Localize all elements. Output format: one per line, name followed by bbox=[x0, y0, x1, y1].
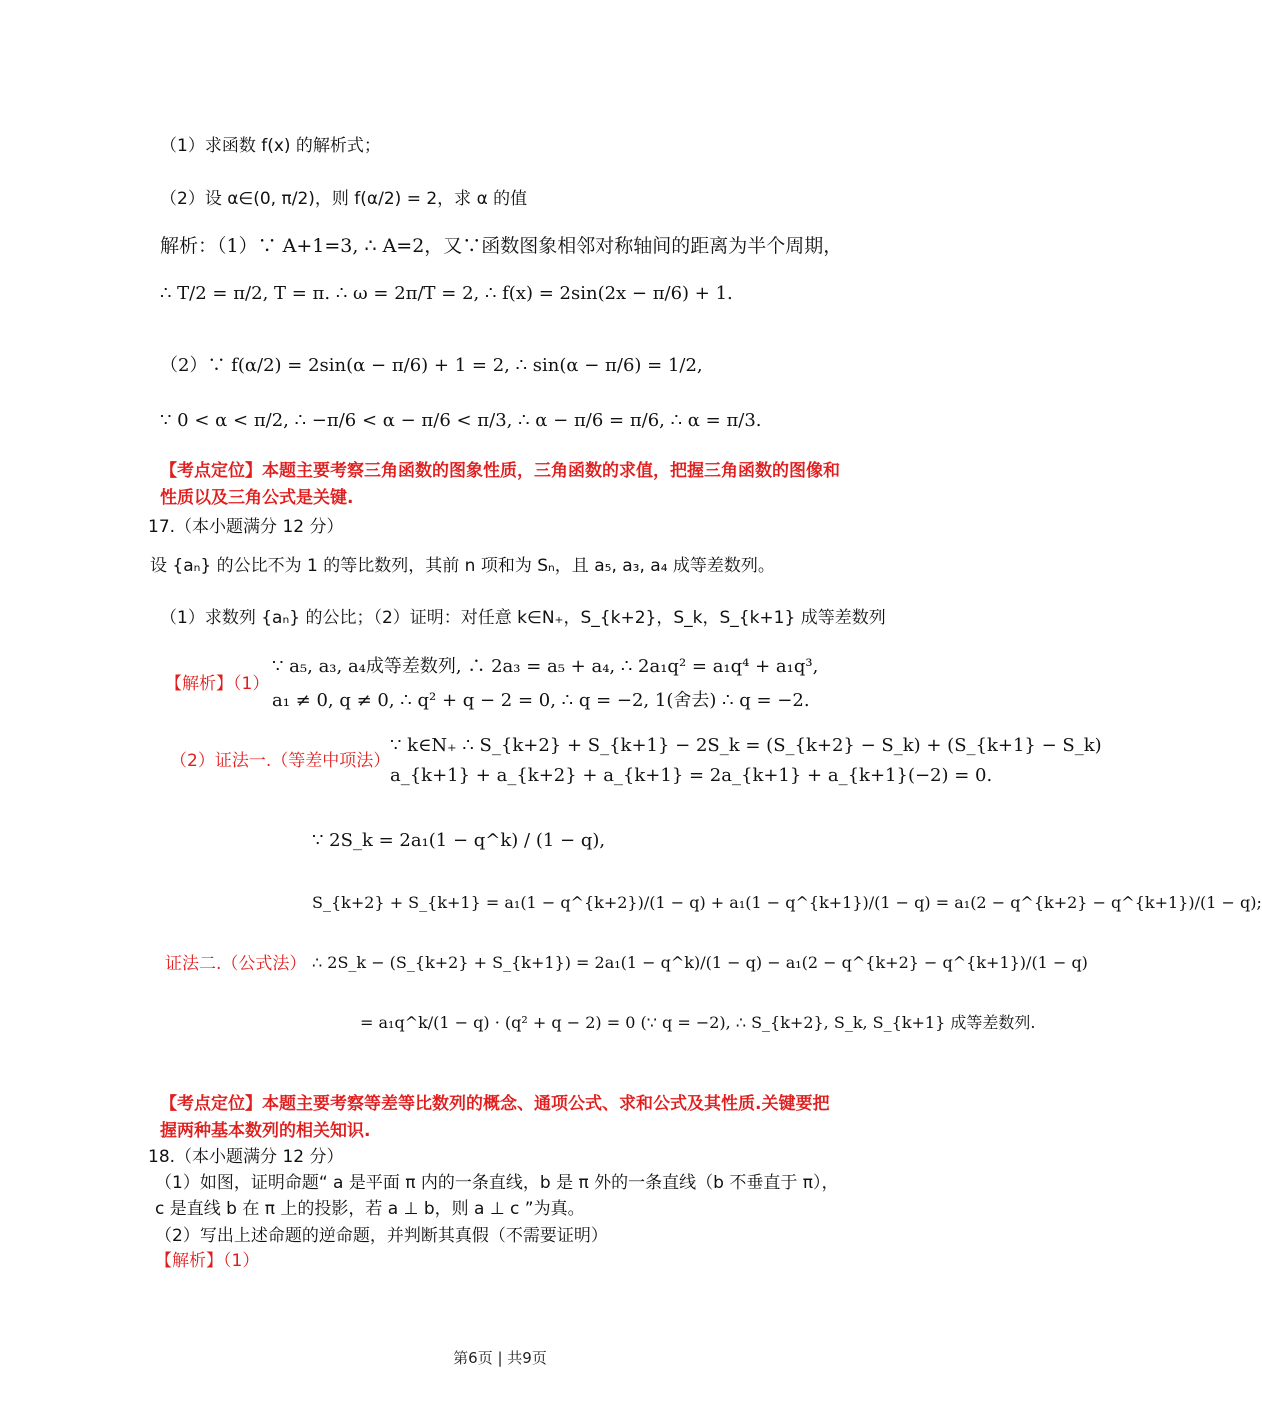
key-point-1a: 【考点定位】本题主要考察三角函数的图象性质，三角函数的求值，把握三角函数的图像和 bbox=[160, 461, 840, 481]
question-part-2: （2）设 α∈(0, π/2)，则 f(α/2) = 2，求 α 的值 bbox=[160, 189, 528, 209]
proof-line-3: ∵ 2S_k = 2a₁(1 − q^k) / (1 − q), bbox=[312, 830, 606, 851]
proof-method-1-label: （2）证法一.（等差中项法） bbox=[170, 751, 391, 771]
solution-line-3: （2）∵ f(α/2) = 2sin(α − π/6) + 1 = 2, ∴ sin(α − π/6) = 1/2, bbox=[160, 355, 703, 376]
proof-method-2-label: 证法二.（公式法） bbox=[165, 954, 307, 974]
question-18-header: 18.（本小题满分 12 分） bbox=[148, 1147, 344, 1167]
proof-2-line-1: ∴ 2S_k − (S_{k+2} + S_{k+1}) = 2a₁(1 − q^k)/(1 − q) − a₁(2 − q^{k+2} − q^{k+1})/(1 − q) bbox=[312, 953, 1088, 972]
question-18-part-1a: （1）如图，证明命题“ a 是平面 π 内的一条直线，b 是 π 外的一条直线（b 不垂直于 π）， bbox=[155, 1173, 839, 1193]
key-point-2b: 握两种基本数列的相关知识. bbox=[160, 1121, 371, 1141]
key-point-1b: 性质以及三角公式是关键. bbox=[160, 488, 354, 508]
key-point-2a: 【考点定位】本题主要考察等差等比数列的概念、通项公式、求和公式及其性质.关键要把 bbox=[160, 1094, 830, 1114]
solution-line-1: 解析：（1）∵ A+1=3, ∴ A=2，又∵函数图象相邻对称轴间的距离为半个周期， bbox=[160, 235, 843, 257]
solution-17-label: 【解析】（1） bbox=[165, 674, 270, 694]
solution-line-2: ∴ T/2 = π/2, T = π. ∴ ω = 2π/T = 2, ∴ f(x) = 2sin(2x − π/6) + 1. bbox=[160, 283, 733, 304]
question-17-statement: 设 {aₙ} 的公比不为 1 的等比数列，其前 n 项和为 Sₙ，且 a₅, a₃, a₄ 成等差数列。 bbox=[150, 556, 775, 576]
question-part-1: （1）求函数 f(x) 的解析式； bbox=[160, 136, 381, 156]
solution-17-line-1: ∵ a₅, a₃, a₄成等差数列, ∴ 2a₃ = a₅ + a₄, ∴ 2a₁q² = a₁q⁴ + a₁q³, bbox=[272, 656, 819, 677]
solution-18-label: 【解析】（1） bbox=[155, 1251, 260, 1271]
question-17-header: 17.（本小题满分 12 分） bbox=[148, 517, 344, 537]
page-footer: 第6页 | 共9页 bbox=[453, 1349, 547, 1367]
proof-line-4: S_{k+2} + S_{k+1} = a₁(1 − q^{k+2})/(1 − q) + a₁(1 − q^{k+1})/(1 − q) = a₁(2 − q^{k+2} − q^{k+1})/(1 − q); bbox=[312, 893, 1262, 912]
solution-line-4: ∵ 0 < α < π/2, ∴ −π/6 < α − π/6 < π/3, ∴ α − π/6 = π/6, ∴ α = π/3. bbox=[160, 410, 762, 431]
question-18-part-2: （2）写出上述命题的逆命题，并判断其真假（不需要证明） bbox=[155, 1226, 608, 1246]
question-17-parts: （1）求数列 {aₙ} 的公比；（2）证明：对任意 k∈N₊，S_{k+2}，S_k，S_{k+1} 成等差数列 bbox=[160, 608, 886, 628]
proof-1-line-1: ∵ k∈N₊ ∴ S_{k+2} + S_{k+1} − 2S_k = (S_{k+2} − S_k) + (S_{k+1} − S_k) bbox=[390, 735, 1102, 756]
proof-1-line-2: a_{k+1} + a_{k+2} + a_{k+1} = 2a_{k+1} + a_{k+1}(−2) = 0. bbox=[390, 765, 993, 786]
proof-2-line-2: = a₁q^k/(1 − q) · (q² + q − 2) = 0 (∵ q = −2), ∴ S_{k+2}, S_k, S_{k+1} 成等差数列. bbox=[360, 1013, 1036, 1032]
solution-17-line-2: a₁ ≠ 0, q ≠ 0, ∴ q² + q − 2 = 0, ∴ q = −2, 1(舍去) ∴ q = −2. bbox=[272, 690, 810, 711]
question-18-part-1b: c 是直线 b 在 π 上的投影，若 a ⊥ b，则 a ⊥ c ”为真。 bbox=[155, 1199, 585, 1219]
